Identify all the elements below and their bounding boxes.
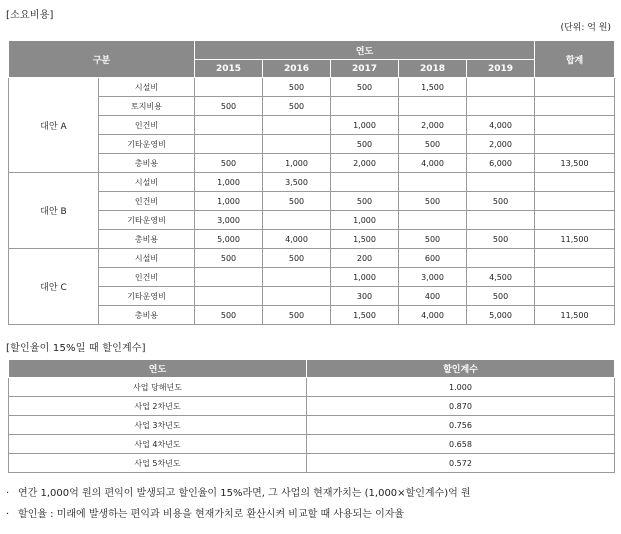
cost-value-cell: 3,000 — [399, 268, 467, 287]
total-header: 합계 — [535, 41, 615, 78]
discount-factor-cell: 0.572 — [307, 454, 615, 473]
cost-value-cell: 500 — [399, 230, 467, 249]
table-row — [9, 135, 615, 154]
total-cell — [535, 97, 615, 116]
discount-factor-cell: 0.756 — [307, 416, 615, 435]
table-row — [9, 416, 615, 435]
table-row — [9, 211, 615, 230]
discount-table — [8, 359, 615, 473]
cost-value-cell — [331, 173, 399, 192]
year-col-header: 2018 — [399, 60, 467, 78]
cost-value-cell — [263, 287, 331, 306]
discount-year-cell: 사업 3차년도 — [9, 416, 307, 435]
table-row — [9, 378, 615, 397]
table-row — [9, 454, 615, 473]
cost-value-cell: 500 — [467, 192, 535, 211]
cost-value-cell: 500 — [331, 78, 399, 97]
total-cell — [535, 78, 615, 97]
cost-value-cell: 500 — [467, 287, 535, 306]
cost-item-label: 인건비 — [99, 268, 195, 287]
total-cell — [535, 249, 615, 268]
cost-value-cell: 500 — [399, 135, 467, 154]
cost-value-cell: 3,500 — [263, 173, 331, 192]
discount-factor-cell: 1.000 — [307, 378, 615, 397]
cost-value-cell: 200 — [331, 249, 399, 268]
cost-value-cell: 500 — [331, 192, 399, 211]
cost-value-cell: 4,500 — [467, 268, 535, 287]
total-cell — [535, 173, 615, 192]
cost-value-cell: 500 — [263, 192, 331, 211]
note-text: 할인율 : 미래에 발생하는 편익과 비용을 현재가치로 환산시켜 비교할 때 사용되는 이자율 — [18, 509, 405, 520]
cost-item-label: 기타운영비 — [99, 211, 195, 230]
table-row — [9, 116, 615, 135]
cost-item-label: 토지비용 — [99, 97, 195, 116]
cost-value-cell: 1,500 — [399, 78, 467, 97]
total-cell: 13,500 — [535, 154, 615, 173]
cost-value-cell: 1,000 — [331, 211, 399, 230]
alternative-label: 대안 C — [9, 249, 99, 325]
cost-value-cell: 1,000 — [331, 116, 399, 135]
cost-value-cell: 500 — [195, 97, 263, 116]
table-row — [9, 435, 615, 454]
note-text: 연간 1,000억 원의 편익이 발생되고 할인율이 15%라면, 그 사업의 현재가치는 (1,000×할인계수)억 원 — [18, 488, 471, 499]
total-cell: 11,500 — [535, 230, 615, 249]
discount-factor-cell: 0.658 — [307, 435, 615, 454]
cost-value-cell: 5,000 — [467, 306, 535, 325]
discount-section-title: [할인율이 15%일 때 할인계수] — [6, 343, 146, 354]
discount-year-cell: 사업 2차년도 — [9, 397, 307, 416]
table-row — [9, 306, 615, 325]
cost-table — [8, 40, 615, 325]
cost-item-label: 인건비 — [99, 116, 195, 135]
cost-value-cell — [467, 173, 535, 192]
cost-value-cell — [263, 268, 331, 287]
cost-value-cell: 500 — [399, 192, 467, 211]
bullet: · — [6, 509, 10, 520]
cost-value-cell: 500 — [263, 306, 331, 325]
notes — [6, 483, 471, 525]
year-col-header: 2017 — [331, 60, 399, 78]
year-header: 연도 — [195, 41, 535, 60]
cost-item-label: 시설비 — [99, 249, 195, 268]
total-cell — [535, 268, 615, 287]
cost-value-cell: 4,000 — [467, 116, 535, 135]
cost-item-label: 총비용 — [99, 154, 195, 173]
cost-item-label: 기타운영비 — [99, 135, 195, 154]
table-row — [9, 173, 615, 192]
cost-value-cell: 5,000 — [195, 230, 263, 249]
bullet: · — [6, 488, 10, 499]
total-cell — [535, 287, 615, 306]
cost-value-cell: 500 — [195, 249, 263, 268]
discount-year-cell: 사업 당해년도 — [9, 378, 307, 397]
cost-value-cell — [399, 211, 467, 230]
cost-item-label: 시설비 — [99, 173, 195, 192]
unit-label: (단위: 억 원) — [560, 23, 611, 33]
cost-item-label: 총비용 — [99, 230, 195, 249]
table-row — [9, 287, 615, 306]
cost-item-label: 총비용 — [99, 306, 195, 325]
cost-value-cell: 600 — [399, 249, 467, 268]
cost-value-cell — [467, 78, 535, 97]
table-row — [9, 397, 615, 416]
cost-value-cell: 1,000 — [331, 268, 399, 287]
alternative-label: 대안 B — [9, 173, 99, 249]
cost-value-cell — [195, 135, 263, 154]
cost-value-cell — [399, 97, 467, 116]
cost-value-cell: 500 — [263, 249, 331, 268]
total-cell: 11,500 — [535, 306, 615, 325]
cost-value-cell: 4,000 — [399, 154, 467, 173]
cost-item-label: 기타운영비 — [99, 287, 195, 306]
cost-value-cell: 500 — [263, 97, 331, 116]
table-row — [9, 192, 615, 211]
cost-value-cell: 1,000 — [263, 154, 331, 173]
cost-value-cell — [195, 287, 263, 306]
cost-value-cell: 2,000 — [467, 135, 535, 154]
table-row — [9, 154, 615, 173]
cost-value-cell — [399, 173, 467, 192]
cost-item-label: 시설비 — [99, 78, 195, 97]
year-col-header: 2019 — [467, 60, 535, 78]
discount-factor-header: 할인계수 — [307, 360, 615, 378]
discount-year-cell: 사업 4차년도 — [9, 435, 307, 454]
cost-value-cell: 3,000 — [195, 211, 263, 230]
total-cell — [535, 135, 615, 154]
cost-value-cell: 1,000 — [195, 192, 263, 211]
cost-value-cell — [195, 78, 263, 97]
alternative-label: 대안 A — [9, 78, 99, 173]
cost-value-cell — [263, 116, 331, 135]
cost-value-cell: 1,000 — [195, 173, 263, 192]
table-row — [9, 268, 615, 287]
cost-item-label: 인건비 — [99, 192, 195, 211]
table-row — [9, 230, 615, 249]
year-col-header: 2016 — [263, 60, 331, 78]
cost-value-cell: 1,500 — [331, 306, 399, 325]
category-header: 구분 — [9, 41, 195, 78]
discount-factor-cell: 0.870 — [307, 397, 615, 416]
cost-value-cell: 2,000 — [399, 116, 467, 135]
note-item — [6, 483, 471, 504]
cost-value-cell: 500 — [195, 154, 263, 173]
cost-value-cell — [467, 249, 535, 268]
cost-value-cell — [263, 211, 331, 230]
table-row — [9, 249, 615, 268]
cost-value-cell: 500 — [195, 306, 263, 325]
cost-value-cell: 500 — [331, 135, 399, 154]
cost-value-cell — [195, 268, 263, 287]
cost-value-cell: 1,500 — [331, 230, 399, 249]
cost-value-cell — [467, 97, 535, 116]
cost-value-cell: 6,000 — [467, 154, 535, 173]
total-cell — [535, 192, 615, 211]
cost-value-cell: 300 — [331, 287, 399, 306]
cost-value-cell — [195, 116, 263, 135]
cost-section-title: [소요비용] — [6, 10, 54, 21]
table-row — [9, 97, 615, 116]
cost-value-cell: 2,000 — [331, 154, 399, 173]
note-item — [6, 504, 471, 525]
cost-value-cell: 4,000 — [263, 230, 331, 249]
cost-value-cell — [467, 211, 535, 230]
table-row — [9, 78, 615, 97]
total-cell — [535, 116, 615, 135]
cost-value-cell — [331, 97, 399, 116]
discount-year-header: 연도 — [9, 360, 307, 378]
cost-value-cell — [263, 135, 331, 154]
discount-year-cell: 사업 5차년도 — [9, 454, 307, 473]
cost-value-cell: 500 — [263, 78, 331, 97]
cost-value-cell: 400 — [399, 287, 467, 306]
cost-value-cell: 500 — [467, 230, 535, 249]
cost-value-cell: 4,000 — [399, 306, 467, 325]
year-col-header: 2015 — [195, 60, 263, 78]
total-cell — [535, 211, 615, 230]
